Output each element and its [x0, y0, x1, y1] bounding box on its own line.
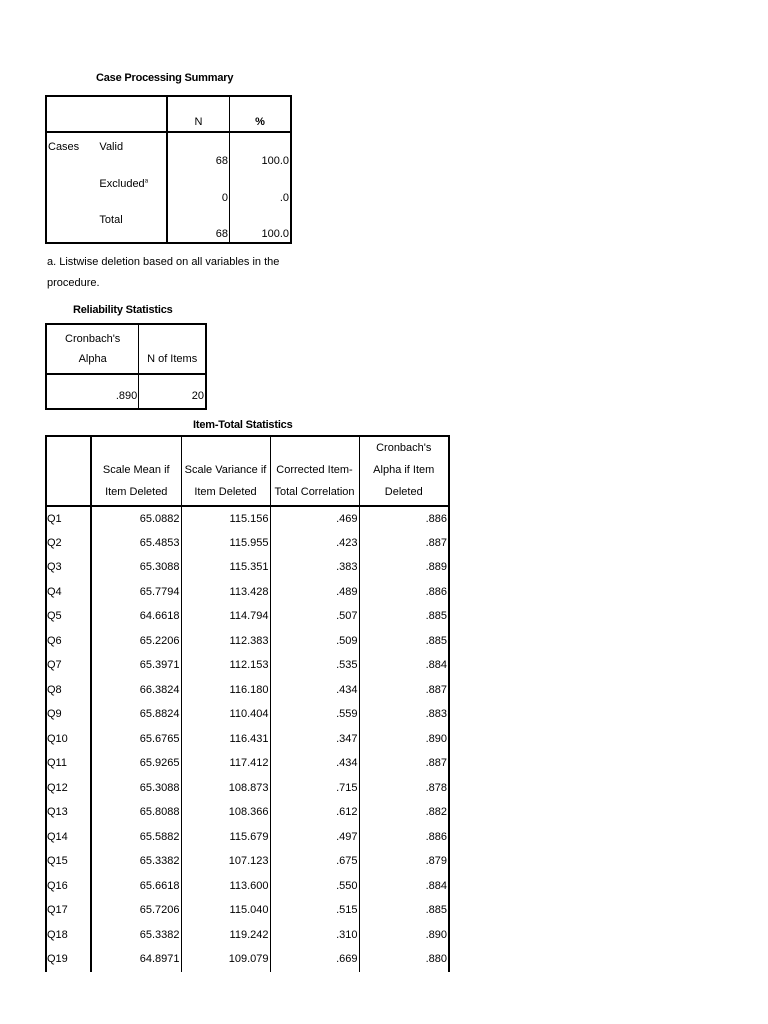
item-total-table: [45, 435, 450, 972]
table-row: [46, 702, 449, 727]
corrected-correlation: .310: [270, 923, 359, 948]
item-label: Q10: [46, 727, 91, 752]
corrected-correlation: .497: [270, 825, 359, 850]
alpha-if-deleted: .889: [359, 555, 449, 580]
value-alpha: .890: [115, 390, 138, 402]
row-label-text: Excluded: [99, 177, 145, 190]
header-cronbach-alpha: Cronbach's Alpha: [65, 333, 121, 365]
reliability-title: Reliability Statistics: [73, 304, 173, 316]
scale-mean: 65.3971: [139, 659, 180, 672]
table-row: [46, 800, 449, 825]
table-row: [46, 531, 449, 556]
row-n: 68: [167, 132, 230, 169]
header-scale-mean: Scale Mean if Item Deleted: [102, 464, 170, 498]
header-scale-variance: Scale Variance if Item Deleted: [181, 436, 270, 506]
scale-variance: 112.153: [181, 653, 270, 678]
row-n: 68: [167, 206, 230, 243]
header-item: [46, 436, 91, 506]
row-percent: 100.0: [229, 132, 291, 169]
scale-variance: 110.404: [181, 702, 270, 727]
scale-mean: 65.9265: [139, 757, 180, 770]
item-total-body: [46, 506, 449, 972]
scale-variance: 115.955: [181, 531, 270, 556]
table-row: [46, 947, 449, 972]
corrected-correlation: .423: [270, 531, 359, 556]
corrected-correlation: .507: [270, 604, 359, 629]
corrected-correlation: .515: [270, 898, 359, 923]
scale-mean: 64.8971: [139, 953, 180, 966]
alpha-if-deleted: .879: [359, 849, 449, 874]
scale-variance: 113.600: [181, 874, 270, 899]
corrected-correlation: .383: [270, 555, 359, 580]
scale-variance: 115.156: [181, 506, 270, 531]
scale-mean: 65.3088: [139, 561, 180, 574]
alpha-if-deleted: .885: [359, 629, 449, 654]
item-label: Q8: [46, 678, 91, 703]
group-label: Cases: [48, 141, 80, 153]
item-label: Q5: [46, 604, 91, 629]
scale-mean: 65.8824: [139, 708, 180, 721]
reliability-table: [45, 323, 207, 410]
alpha-if-deleted: .887: [359, 751, 449, 776]
item-label: Q9: [46, 702, 91, 727]
row-label: [98, 169, 167, 206]
item-label: Q15: [46, 849, 91, 874]
case-processing-footnote: a. Listwise deletion based on all variables in the procedure.: [47, 256, 280, 289]
scale-mean: 65.6618: [139, 879, 180, 892]
row-n: 0: [167, 169, 230, 206]
header-cell: [98, 96, 167, 132]
scale-variance: 119.242: [181, 923, 270, 948]
table-row: [46, 629, 449, 654]
table-row: [46, 374, 206, 409]
item-label: Q19: [46, 947, 91, 972]
alpha-if-deleted: .887: [359, 531, 449, 556]
table-row: [46, 604, 449, 629]
alpha-if-deleted: .886: [359, 825, 449, 850]
header-n-of-items: N of Items: [139, 324, 206, 374]
alpha-if-deleted: .885: [359, 898, 449, 923]
table-row: [46, 923, 449, 948]
corrected-correlation: .612: [270, 800, 359, 825]
item-total-title: Item-Total Statistics: [193, 419, 293, 431]
alpha-if-deleted: .884: [359, 653, 449, 678]
scale-mean: 65.3088: [139, 781, 180, 794]
scale-mean: 65.2206: [139, 634, 180, 647]
item-label: Q3: [46, 555, 91, 580]
item-label: Q2: [46, 531, 91, 556]
alpha-if-deleted: .884: [359, 874, 449, 899]
alpha-if-deleted: .887: [359, 678, 449, 703]
footnote-marker: a: [144, 177, 149, 184]
corrected-correlation: .434: [270, 751, 359, 776]
scale-variance: 114.794: [181, 604, 270, 629]
scale-mean: 65.3382: [139, 928, 180, 941]
table-row: [46, 727, 449, 752]
scale-mean: 65.8088: [139, 806, 180, 819]
case-processing-title: Case Processing Summary: [96, 72, 234, 84]
corrected-correlation: .535: [270, 653, 359, 678]
table-row: [46, 206, 291, 243]
alpha-if-deleted: .885: [359, 604, 449, 629]
item-label: Q13: [46, 800, 91, 825]
scale-mean: 65.7206: [139, 904, 180, 917]
scale-variance: 115.351: [181, 555, 270, 580]
table-row: [46, 653, 449, 678]
item-label: Q18: [46, 923, 91, 948]
header-percent: %: [229, 96, 291, 132]
table-row: [46, 580, 449, 605]
scale-variance: 115.679: [181, 825, 270, 850]
header-n: N: [167, 96, 230, 132]
item-label: Q6: [46, 629, 91, 654]
table-row: [46, 849, 449, 874]
alpha-if-deleted: .880: [359, 947, 449, 972]
item-label: Q1: [46, 506, 91, 531]
alpha-if-deleted: .882: [359, 800, 449, 825]
item-label: Q14: [46, 825, 91, 850]
scale-variance: 117.412: [181, 751, 270, 776]
scale-variance: 116.431: [181, 727, 270, 752]
scale-variance: 116.180: [181, 678, 270, 703]
alpha-if-deleted: .883: [359, 702, 449, 727]
corrected-correlation: .669: [270, 947, 359, 972]
table-row: [46, 776, 449, 801]
alpha-if-deleted: .890: [359, 923, 449, 948]
table-row: [46, 898, 449, 923]
corrected-correlation: .715: [270, 776, 359, 801]
corrected-correlation: .509: [270, 629, 359, 654]
alpha-if-deleted: .886: [359, 580, 449, 605]
scale-variance: 115.040: [181, 898, 270, 923]
alpha-if-deleted: .890: [359, 727, 449, 752]
table-row: [46, 825, 449, 850]
item-label: Q12: [46, 776, 91, 801]
scale-variance: 113.428: [181, 580, 270, 605]
table-row: [46, 132, 291, 169]
scale-mean: 65.4853: [139, 536, 180, 549]
scale-mean: 65.3382: [139, 855, 180, 868]
item-label: Q17: [46, 898, 91, 923]
item-label: Q7: [46, 653, 91, 678]
scale-mean: 65.7794: [139, 585, 180, 598]
table-row: [46, 506, 449, 531]
item-label: Q11: [46, 751, 91, 776]
header-cell: [46, 96, 98, 132]
row-percent: 100.0: [229, 206, 291, 243]
corrected-correlation: .675: [270, 849, 359, 874]
scale-variance: 112.383: [181, 629, 270, 654]
scale-mean: 65.5882: [139, 830, 180, 843]
scale-mean: 64.6618: [139, 610, 180, 623]
table-row: [46, 678, 449, 703]
scale-variance: 108.873: [181, 776, 270, 801]
table-header-row: [46, 96, 291, 132]
scale-variance: 109.079: [181, 947, 270, 972]
group-label-empty: [46, 169, 98, 206]
group-label-empty: [46, 206, 98, 243]
table-row: [46, 874, 449, 899]
corrected-correlation: .489: [270, 580, 359, 605]
row-label: Total: [99, 214, 123, 226]
table-header-row: [46, 436, 449, 506]
alpha-if-deleted: .878: [359, 776, 449, 801]
corrected-correlation: .347: [270, 727, 359, 752]
header-alpha-if-deleted: Cronbach's Alpha if Item Deleted: [359, 436, 449, 506]
scale-mean: 65.6765: [139, 732, 180, 745]
scale-variance: 108.366: [181, 800, 270, 825]
scale-mean: 66.3824: [139, 683, 180, 696]
scale-mean: 65.0882: [139, 512, 180, 525]
corrected-correlation: .550: [270, 874, 359, 899]
value-n-items: 20: [139, 374, 206, 409]
header-corrected-correlation: Corrected Item-Total Correlation: [270, 436, 359, 506]
corrected-correlation: .469: [270, 506, 359, 531]
table-row: [46, 751, 449, 776]
corrected-correlation: .434: [270, 678, 359, 703]
table-row: [46, 169, 291, 206]
alpha-if-deleted: .886: [359, 506, 449, 531]
item-label: Q4: [46, 580, 91, 605]
table-row: [46, 555, 449, 580]
table-header-row: [46, 324, 206, 374]
item-label: Q16: [46, 874, 91, 899]
corrected-correlation: .559: [270, 702, 359, 727]
scale-variance: 107.123: [181, 849, 270, 874]
row-label: Valid: [99, 141, 124, 153]
row-percent: .0: [229, 169, 291, 206]
case-processing-table: [45, 95, 292, 244]
